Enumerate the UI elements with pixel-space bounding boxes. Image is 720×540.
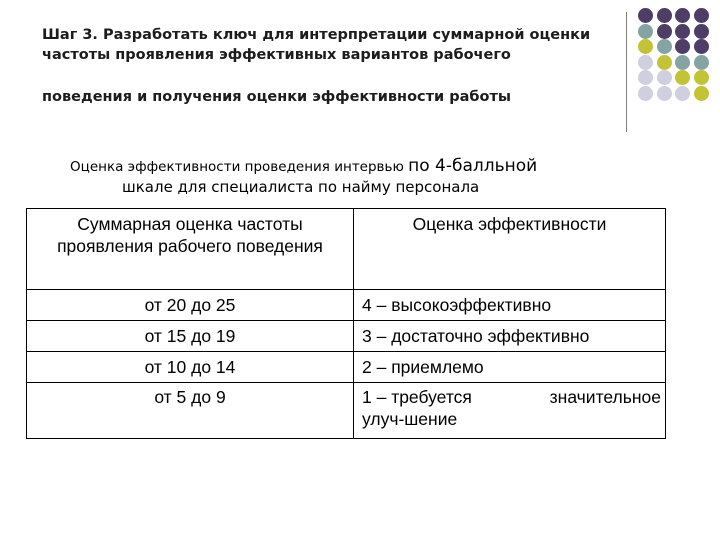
decorative-dot <box>657 39 672 54</box>
table-header-row <box>27 209 666 290</box>
decorative-dot <box>694 86 709 101</box>
efficiency-cell: 2 – приемлемо <box>354 352 666 383</box>
header-efficiency: Оценка эффективности <box>354 209 666 290</box>
table-row <box>27 321 666 352</box>
slide-title-line-1: Шаг 3. Разработать ключ для интерпретации суммарной оценки <box>42 27 591 43</box>
efficiency-part: значительное <box>549 387 661 407</box>
decorative-dot <box>675 86 690 101</box>
score-range-cell: от 15 до 19 <box>27 321 354 352</box>
decorative-dot <box>638 55 653 70</box>
decorative-dot <box>638 24 653 39</box>
decorative-divider <box>626 12 627 132</box>
decorative-dot <box>638 39 653 54</box>
decorative-dot <box>675 55 690 70</box>
efficiency-cell: 4 – высокоэффективно <box>354 290 666 321</box>
decorative-dot <box>675 39 690 54</box>
table-row <box>27 290 666 321</box>
decorative-dot <box>638 86 653 101</box>
decorative-dot-grid <box>638 8 714 104</box>
efficiency-part: 1 – требуется <box>362 387 472 407</box>
decorative-dot <box>694 8 709 23</box>
decorative-dot <box>675 8 690 23</box>
header-total-score: Суммарная оценка частоты проявления рабочего поведения <box>27 209 354 290</box>
decorative-dot <box>675 70 690 85</box>
table-row <box>27 383 666 439</box>
decorative-dot <box>657 55 672 70</box>
efficiency-cell: 3 – достаточно эффективно <box>354 321 666 352</box>
decorative-dot <box>657 70 672 85</box>
efficiency-second-line: улуч-шение <box>362 409 458 429</box>
efficiency-first-line <box>362 386 661 408</box>
decorative-dot <box>657 86 672 101</box>
decorative-dot <box>694 70 709 85</box>
score-range-cell: от 20 до 25 <box>27 290 354 321</box>
table-caption-line-2: шкале для специалиста по найму персонала <box>122 178 480 196</box>
score-range-cell: от 5 до 9 <box>27 383 354 439</box>
caption-small-text: Оценка эффективности проведения интервью <box>70 159 409 175</box>
decorative-dot <box>694 39 709 54</box>
decorative-dot <box>657 24 672 39</box>
table-caption-line-1 <box>70 156 650 176</box>
slide-title-line-3: поведения и получения оценки эффективности работы <box>42 89 512 105</box>
decorative-dot <box>657 8 672 23</box>
decorative-dot <box>638 8 653 23</box>
efficiency-cell <box>354 383 666 439</box>
decorative-dot <box>638 70 653 85</box>
caption-large-text: по 4-балльной <box>408 156 538 176</box>
slide-title-line-2: частоты проявления эффективных вариантов рабочего <box>42 47 511 63</box>
table-row <box>27 352 666 383</box>
decorative-dot <box>694 55 709 70</box>
decorative-dot <box>675 24 690 39</box>
evaluation-key-table <box>26 208 666 439</box>
decorative-dot <box>694 24 709 39</box>
score-range-cell: от 10 до 14 <box>27 352 354 383</box>
